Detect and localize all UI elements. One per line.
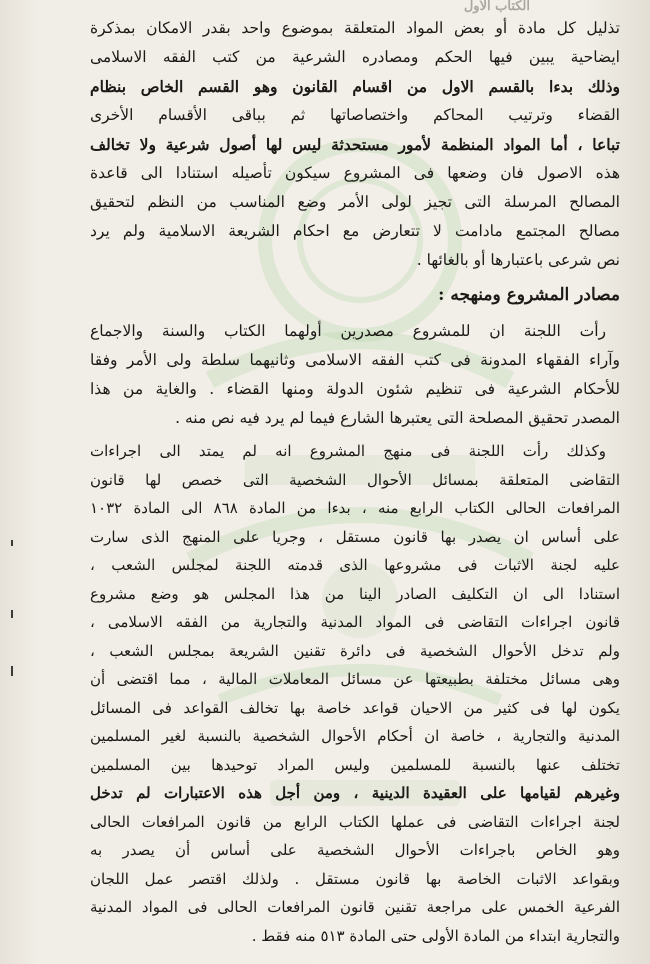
text-line: وبقواعد الاثبات الخاصة بها قانون مستقل . ولذلك اقتصر عمل اللجان	[90, 869, 620, 888]
text-line: المدنية والتجارية ، خاصة ان أحكام الأحوال الشخصية بالنسبة لغير المسلمين	[90, 727, 620, 745]
text-line: نص شرعى باعتبارها أو بالغائها .	[416, 251, 620, 269]
text-line: وآراء الفقهاء المدونة فى كتب الفقه الاسلامى وثانيهما سلطة ولى الأمر وفقا	[90, 351, 620, 369]
text-line: وغيرهم لقيامها على العقيدة الدينية ، ومن أجل هذه الاعتبارات لم تدخل	[90, 784, 620, 802]
text-line: وهى مسائل مختلفة بطبيعتها عن مسائل المعاملات المالية ، مما اقتضى أن	[90, 670, 620, 688]
text-line: قانون اجراءات التقاضى فى المواد المدنية والتجارية من الفقه الاسلامى ،	[90, 613, 620, 631]
text-line: المرافعات الحالى الكتاب الرابع منه ، بدءا من المادة ٨٦٨ الى المادة ١٠٣٢	[90, 499, 620, 517]
text-line: استنادا الى ان التكليف الصادر الينا من هذا المجلس هو وضع مشروع	[90, 584, 620, 603]
text-line: على أساس ان يصدر بها قانون مستقل ، وجريا على المنهج الذى سارت	[90, 527, 620, 546]
text-line: التقاضى المتعلقة بمسائل الأحوال الشخصية التى خصص لها قانون	[90, 470, 620, 489]
section-heading: مصادر المشروع ومنهجه :	[438, 285, 620, 305]
text-line: يكون لها فى كثير من الاحيان قواعد خاصة بها تخالف القواعد فى المسائل	[90, 698, 620, 717]
text-line: وذلك بدءا بالقسم الاول من اقسام القانون وهو القسم الخاص بنظام	[90, 77, 620, 96]
header-fragment: الكتاب الأول	[463, 0, 530, 14]
text-line: القضاء وترتيب المحاكم واختصاصاتها ثم بباقى الأقسام الأخرى	[90, 106, 620, 124]
text-line: ايضاحية يبين فيها الحكم ومصادره الشرعية من كتب الفقه الاسلامى	[90, 48, 620, 66]
text-line: المصالح المرسلة التى تجيز لولى الأمر وضع المناسب من النظم لتحقيق	[90, 193, 620, 211]
text-line: تذليل كل مادة أو بعض المواد المتعلقة بموضوع واحد بقدر الامكان بمذكرة	[90, 19, 620, 37]
text-line: تختلف عنها بالنسبة للمسلمين وليس المراد توحيدها بين المسلمين	[90, 755, 620, 774]
text-line: المصدر تحقيق المصلحة التى يعتبرها الشارع فيما لم يرد فيه نص منه .	[175, 409, 620, 427]
text-line: الفرعية الخمس على مراجعة تقنين قانون المرافعات الحالى فى المواد المدنية	[90, 898, 620, 916]
text-line: تباعا ، أما المواد المنظمة لأمور مستحدثة ليس لها أصول شرعية ولا تخالف	[90, 135, 620, 154]
paragraph-3	[90, 437, 620, 950]
text-line: والتجارية ابتداء من المادة الأولى حتى المادة ٥١٣ منه فقط .	[251, 926, 620, 945]
text-line: للأحكام الشرعية فى تنظيم شئون الدولة ومنها القضاء . والغاية من هذا	[90, 380, 620, 398]
text-line: مصالح المجتمع مادامت لا تتعارض مع احكام الشريعة الاسلامية ولم يرد	[90, 222, 620, 240]
paragraph-2	[90, 317, 620, 433]
text-line: لجنة اجراءات التقاضى فى عملها الكتاب الرابع من قانون المرافعات الحالى	[90, 812, 620, 831]
margin-marks	[10, 540, 16, 680]
paragraph-1	[90, 14, 620, 275]
text-line: وكذلك رأت اللجنة فى منهج المشروع انه لم يمتد الى اجراءات	[90, 442, 606, 460]
section-heading-block	[90, 280, 620, 310]
text-line: عليه لجنة الاثبات فى مشروعها الذى قدمته اللجنة لمجلس الشعب ،	[90, 556, 620, 574]
text-line: ولم تدخل الأحوال الشخصية فى دائرة تقنين الشريعة بمجلس الشعب ،	[90, 641, 620, 660]
text-line: هذه الاصول فان وضعها فى المشروع سيكون تأصيله استنادا الى قاعدة	[90, 164, 620, 182]
text-line: رأت اللجنة ان للمشروع مصدرين أولهما الكتاب والسنة والاجماع	[90, 322, 606, 340]
text-line: وهو الخاص باجراءات الأحوال الشخصية على أساس أن يصدر به	[90, 841, 620, 859]
